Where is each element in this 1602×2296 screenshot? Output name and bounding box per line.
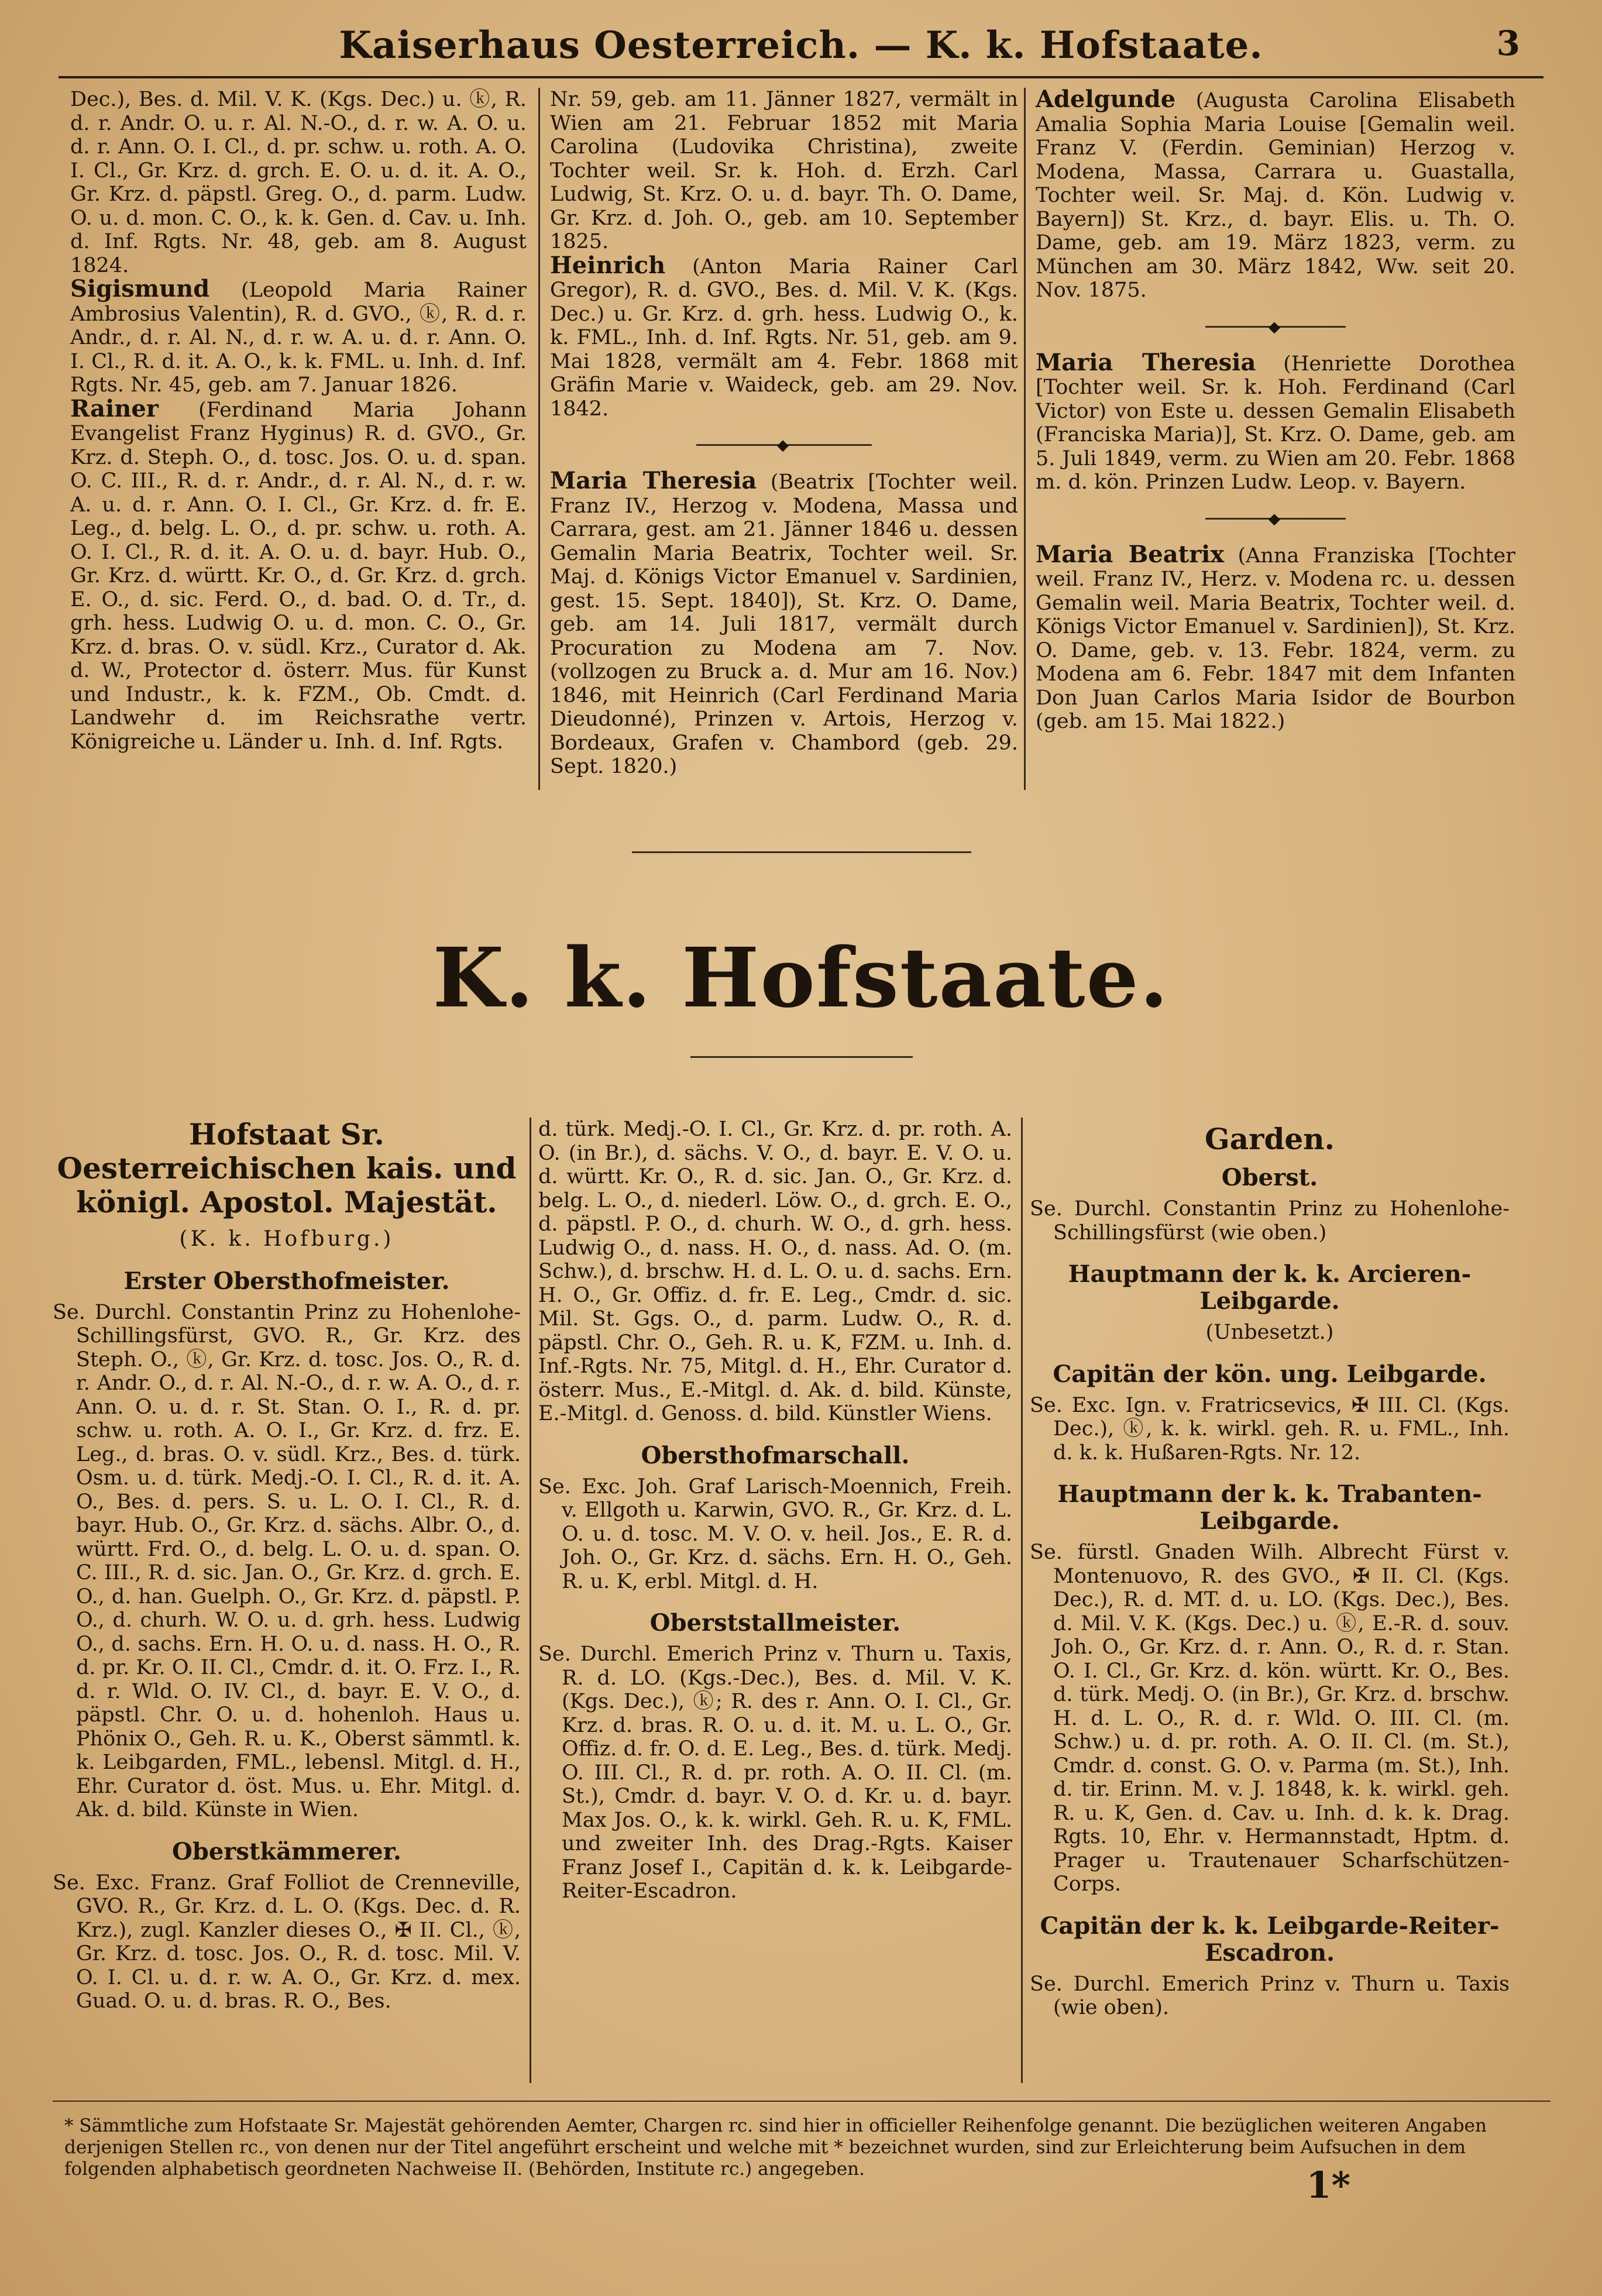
entry-text: (Henriette Dorothea [Tochter weil. Sr. k. Hoh. Ferdinand (Carl Victor) von Este u. dessen Gemalin Elisabeth (Franciska Maria)], St. Krz. O. Dame, geb. am 5. Juli 1849, verm. zu Wien am 20. Febr. 1868 m. d. kön. Prinzen Ludw. Leop. v. Bayern. [1036,352,1515,494]
upper-col-2 [550,88,1018,779]
entry-name: Maria Beatrix [1036,540,1225,568]
entry-name: Heinrich [550,251,666,279]
entry-text: (Anna Franziska [Tochter weil. Franz IV., Herz. v. Modena rc. u. dessen Gemalin weil. Maria Beatrix, Tochter weil. d. Königs Victor Emanuel v. Sardinien]), St. Krz. O. Dame, geb. v. 13. Febr. 1824, verm. zu Modena am 6. Febr. 1847 mit dem Infanten Don Juan Carlos Maria Isidor de Bourbon (geb. am 15. Mai 1822.) [1036,544,1515,733]
office-holder: Se. Durchl. Constantin Prinz zu Hohenlohe-Schillingsfürst (wie oben.) [1030,1197,1510,1245]
column-divider [1024,88,1026,790]
office-title: Oberst. [1221,1164,1318,1191]
entry-name: Maria Theresia [550,467,757,494]
section-heading: Garden. [1205,1122,1335,1156]
ornament-divider [1205,326,1346,328]
office-title: Oberstkämmerer. [172,1837,401,1865]
entry-name: Maria Theresia [1036,348,1256,376]
title-rule-top [632,851,971,853]
office-holder-continuation: d. türk. Medj.-O. I. Cl., Gr. Krz. d. pr. roth. A. O. (in Br.), d. sächs. V. O., d. bayr. E. V. O. u. d. württ. Kr. O., R. d. sic. Jan. O., Gr. Krz. d. belg. L. O., d. niederl. Löw. O., d. grch. E. O., d. päpstl. P. O., d. churh. W. O., d. grh. hess. Ludwig O., d. nass. H. O., d. nass. Ad. O. (m. Schw.), d. brschw. H. d. L. O. u. d. sachs. Ern. H. O., Gr. Offiz. d. fr. E. Leg., Cmdr. d. sic. Mil. St. Ggs. O., d. parm. Ludw. O., R. d. päpstl. Chr. O., Geh. R. u. K, FZM. u. Inh. d. Inf.-Rgts. Nr. 75, Mitgl. d. H., Ehr. Curator d. österr. Mus., E.-Mitgl. d. Ak. d. bild. Künste, E.-Mitgl. d. Genoss. d. bild. Künstler Wiens. [538,1118,1012,1425]
entry-maria-beatrix [1036,540,1515,734]
office-title: Capitän der k. k. Leibgarde-Reiter-Escadron. [1040,1912,1500,1967]
office-holder: Se. fürstl. Gnaden Wilh. Albrecht Fürst v. Montenuovo, R. des GVO., ✠ II. Cl. (Kgs. Dec.), R. d. MT. d. u. LO. (Kgs. Dec.), Bes. d. Mil. V. K. (Kgs. Dec.) u. ⓚ, E.-R. d. souv. Joh. O., Gr. Krz. d. r. Ann. O., R. d. r. Stan. O. I. Cl., Gr. Krz. d. kön. württ. Kr. O., Bes. d. türk. Medj. O. (in Br.), Gr. Krz. d. brschw. H. d. L. O., R. d. r. Wld. O. III. Cl. (m. Schw.) u. d. pr. roth. A. O. II. Cl. (m. St.), Cmdr. d. const. G. O. v. Parma (m. St.), Inh. d. tir. Erinn. M. v. J. 1848, k. k. wirkl. geh. R. u. K, Gen. d. Cav. u. Inh. d. k. k. Drag. Rgts. 10, Ehr. v. Hermannstadt, Hptm. d. Prager u. Trautenauer Scharfschützen-Corps. [1030,1541,1510,1896]
office-holder: Se. Exc. Ign. v. Fratricsevics, ✠ III. Cl. (Kgs. Dec.), ⓚ, k. k. wirkl. geh. R. u. FML., Inh. d. k. k. Hußaren-Rgts. Nr. 12. [1030,1393,1510,1465]
footnote-rule [53,2101,1551,2102]
page-title: K. k. Hofstaate. [432,930,1170,1026]
entry-maria-theresia [550,469,1018,779]
column-divider [538,88,540,790]
entry-continuation: Dec.), Bes. d. Mil. V. K. (Kgs. Dec.) u. ⓚ, R. d. r. Andr. O. u. r. Al. N.-O., d. r. w. A. O. u. d. r. Ann. O. I. Cl., d. pr. schw. u. roth. A. O. I. Cl., Gr. Krz. d. grch. E. O. u. d. it. A. O., Gr. Krz. d. päpstl. Greg. O., d. parm. Ludw. O. u. d. mon. C. O., k. k. Gen. d. Cav. u. Inh. d. Inf. Rgts. Nr. 48, geb. am 8. August 1824. [70,88,527,277]
section-heading: Hofstaat Sr. Oesterreichischen kais. und königl. Apostol. Majestät. [57,1117,517,1219]
upper-col-3 [1036,85,1515,734]
page-number: 3 [1496,23,1520,63]
header-rule [59,76,1543,78]
entry-text: (Augusta Carolina Elisabeth Amalia Sophia Maria Louise [Gemalin weil. Franz V. (Ferdin. Geminian) Herzog v. Modena, Massa, Carrara u. Guastalla, Tochter weil. Sr. Maj. d. Kön. Ludwig v. Bayern]) St. Krz., d. bayr. Elis. u. Th. O. Dame, geb. am 19. März 1823, verm. zu München am 30. März 1842, Ww. seit 20. Nov. 1875. [1036,89,1515,302]
office-holder: Se. Durchl. Emerich Prinz v. Thurn u. Taxis, R. d. LO. (Kgs.-Dec.), Bes. d. Mil. V. K. (Kgs. Dec.), ⓚ; R. des r. Ann. O. I. Cl., Gr. Krz. d. bras. R. O. u. d. it. M. u. L. O., Gr. Offiz. d. fr. O. d. E. Leg., Bes. d. türk. Medj. O. III. Cl., R. d. pr. roth. A. O. II. Cl. (m. St.), Cmdr. d. bayr. V. O. d. Kr. u. d. bayr. Max Jos. O., k. k. wirkl. Geh. R. u. K, FML. und zweiter Inh. des Drag.-Rgts. Kaiser Franz Josef I., Capitän d. k. k. Leibgarde-Reiter-Escadron. [538,1642,1012,1903]
entry-text: (Leopold Maria Rainer Ambrosius Valentin), R. d. GVO., ⓚ, R. d. r. Andr., d. r. Al. N., d. r. w. A. u. d. r. Ann. O. I. Cl., R. d. it. A. O., k. k. FML. u. Inh. d. Inf. Rgts. Nr. 45, geb. am 7. Januar 1826. [70,279,527,397]
office-title: Obersthofmarschall. [641,1441,910,1469]
lower-col-3 [1030,1118,1510,2020]
entry-text: (Anton Maria Rainer Carl Gregor), R. d. GVO., Bes. d. Mil. V. K. (Kgs. Dec.) u. Gr. Krz. d. grh. hess. Ludwig O., k. k. FML., Inh. d. Inf. Rgts. Nr. 51, geb. am 9. Mai 1828, vermält am 4. Febr. 1868 mit Gräfin Marie v. Waideck, geb. am 29. Nov. 1842. [550,255,1018,421]
section-subheading: (K. k. Hofburg.) [179,1227,394,1251]
ornament-divider [1205,518,1346,520]
entry-name: Sigismund [70,275,210,303]
footnote: * Sämmtliche zum Hofstaate Sr. Majestät gehörenden Aemter, Chargen rc. sind hier in officieller Reihenfolge genannt. Die bezüglichen weiteren Angaben derjenigen Stellen rc., von denen nur der Titel angeführt erscheint und welche mit * bezeichnet wurden, sind zur Erleichterung beim Aufsuchen in dem folgenden alphabetisch geordneten Nachweise II. (Behörden, Institute rc.) angegeben. [64,2115,1487,2180]
office-holder: Se. Durchl. Emerich Prinz v. Thurn u. Taxis (wie oben). [1030,1972,1510,2019]
ornament-divider [696,444,872,446]
lower-col-2 [538,1118,1012,1903]
office-title: Hauptmann der k. k. Trabanten-Leibgarde. [1057,1480,1482,1535]
entry-maria-theresia-2 [1036,348,1515,494]
entry-sigismund [70,277,527,397]
entry-heinrich [550,251,1018,421]
title-rule-bottom [690,1056,913,1058]
entry-text: (Ferdinand Maria Johann Evangelist Franz Hyginus) R. d. GVO., Gr. Krz. d. Steph. O., d. tosc. Jos. O. u. d. span. O. C. III., R. d. r. Andr., d. r. Al. N., d. r. w. A. u. d. r. Ann. O. I. Cl., Gr. Krz. d. fr. E. Leg., d. belg. L. O., d. pr. schw. u. roth. A. O. I. Cl., R. d. it. A. O. u. d. bayr. Hub. O., Gr. Krz. d. württ. Kr. O., d. Gr. Krz. d. grch. E. O., d. sic. Ferd. O., d. bad. O. d. Tr., d. grh. hess. Ludwig O. u. d. mon. C. O., Gr. Krz. d. bras. O. v. südl. Krz., Curator d. Ak. d. W., Protector d. österr. Mus. für Kunst und Industr., k. k. FZM., Ob. Cmdt. d. Landwehr d. im Reichsrathe vertr. Königreiche u. Länder u. Inh. d. Inf. Rgts. [70,398,527,754]
entry-text: (Beatrix [Tochter weil. Franz IV., Herzog v. Modena, Massa und Carrara, gest. am 21. Jänner 1846 u. dessen Gemalin Maria Beatrix, Tochter weil. Sr. Maj. d. Königs Victor Emanuel v. Sardinien, gest. 15. Sept. 1840]), St. Krz. O. Dame, geb. am 14. Juli 1817, vermält durch Procuration zu Modena am 7. Nov. (vollzogen zu Bruck a. d. Mur am 16. Nov.) 1846, mit Heinrich (Carl Ferdinand Maria Dieudonné), Prinzen v. Artois, Herzog v. Bordeaux, Grafen v. Chambord (geb. 29. Sept. 1820.) [550,470,1018,778]
office-holder: Se. Exc. Franz. Graf Folliot de Crenneville, GVO. R., Gr. Krz. d. L. O. (Kgs. Dec. d. R. Krz.), zugl. Kanzler dieses O., ✠ II. Cl., ⓚ, Gr. Krz. d. tosc. Jos. O., R. d. tosc. Mil. V. O. I. Cl. u. d. r. w. A. O., Gr. Krz. d. mex. Guad. O. u. d. bras. R. O., Bes. [53,1871,521,2013]
office-title: Hauptmann der k. k. Arcieren-Leibgarde. [1068,1260,1472,1315]
column-divider [530,1118,531,2083]
entry-continuation: Nr. 59, geb. am 11. Jänner 1827, vermält in Wien am 21. Februar 1852 mit Maria Carolina (Ludovika Christina), zweite Tochter weil. Sr. k. Hoh. d. Erzh. Carl Ludwig, St. Krz. O. u. d. bayr. Th. O. Dame, Gr. Krz. d. Joh. O., geb. am 10. September 1825. [550,88,1018,253]
office-title: Oberststallmeister. [649,1609,901,1637]
office-title: Capitän der kön. ung. Leibgarde. [1053,1360,1487,1388]
entry-adelgunde [1036,85,1515,303]
lower-col-1 [53,1118,521,2013]
signature-mark: 1* [1306,2164,1350,2206]
office-holder: (Unbesetzt.) [1205,1321,1334,1344]
office-holder: Se. Durchl. Constantin Prinz zu Hohenlohe-Schillingsfürst, GVO. R., Gr. Krz. des Steph. O., ⓚ, Gr. Krz. d. tosc. Jos. O., R. d. r. Andr. O., d. r. Al. N.-O., d. r. w. A. O., d. r. Ann. O. u. d. r. St. Stan. O. I., R. d. pr. schw. u. roth. A. O. I., Gr. Krz. d. frz. E. Leg., d. bras. O. v. südl. Krz., Bes. d. türk. Osm. u. d. türk. Medj.-O. I. Cl., R. d. it. A. O., Bes. d. pers. S. u. L. O. I. Cl., R. d. bayr. Hub. O., Gr. Krz. d. sächs. Albr. O., d. württ. Frd. O., d. belg. L. O. u. d. span. O. C. III., R. d. sic. Jan. O., Gr. Krz. d. grch. E. O., d. han. Guelph. O., Gr. Krz. d. päpstl. P. O., d. churh. W. O. u. d. grh. hess. Ludwig O., d. sachs. Ern. H. O. u. d. nass. H. O., R. d. pr. Kr. O. II. Cl., Cmdr. d. it. O. Frz. I., R. d. r. Wld. O. IV. Cl., d. bayr. E. V. O., d. päpstl. Chr. O. u. d. hohenloh. Haus u. Phönix O., Geh. R. u. K., Oberst sämmtl. k. k. Leibgarden, FML., lebensl. Mitgl. d. H., Ehr. Curator d. öst. Mus. u. Ehr. Mitgl. d. Ak. d. bild. Künste in Wien. [53,1300,521,1821]
running-head: Kaiserhaus Oesterreich. — K. k. Hofstaate. [339,23,1263,67]
office-holder: Se. Exc. Joh. Graf Larisch-Moennich, Freih. v. Ellgoth u. Karwin, GVO. R., Gr. Krz. d. L. O. u. d. tosc. M. V. O. v. heil. Jos., E. R. d. Joh. O., Gr. Krz. d. sächs. Ern. H. O., Geh. R. u. K, erbl. Mitgl. d. H. [538,1474,1012,1593]
office-title: Erster Obersthofmeister. [123,1267,450,1295]
entry-rainer [70,394,527,754]
entry-name: Adelgunde [1036,85,1176,113]
entry-name: Rainer [70,394,159,422]
column-divider [1021,1118,1023,2083]
upper-col-1 [70,88,527,754]
